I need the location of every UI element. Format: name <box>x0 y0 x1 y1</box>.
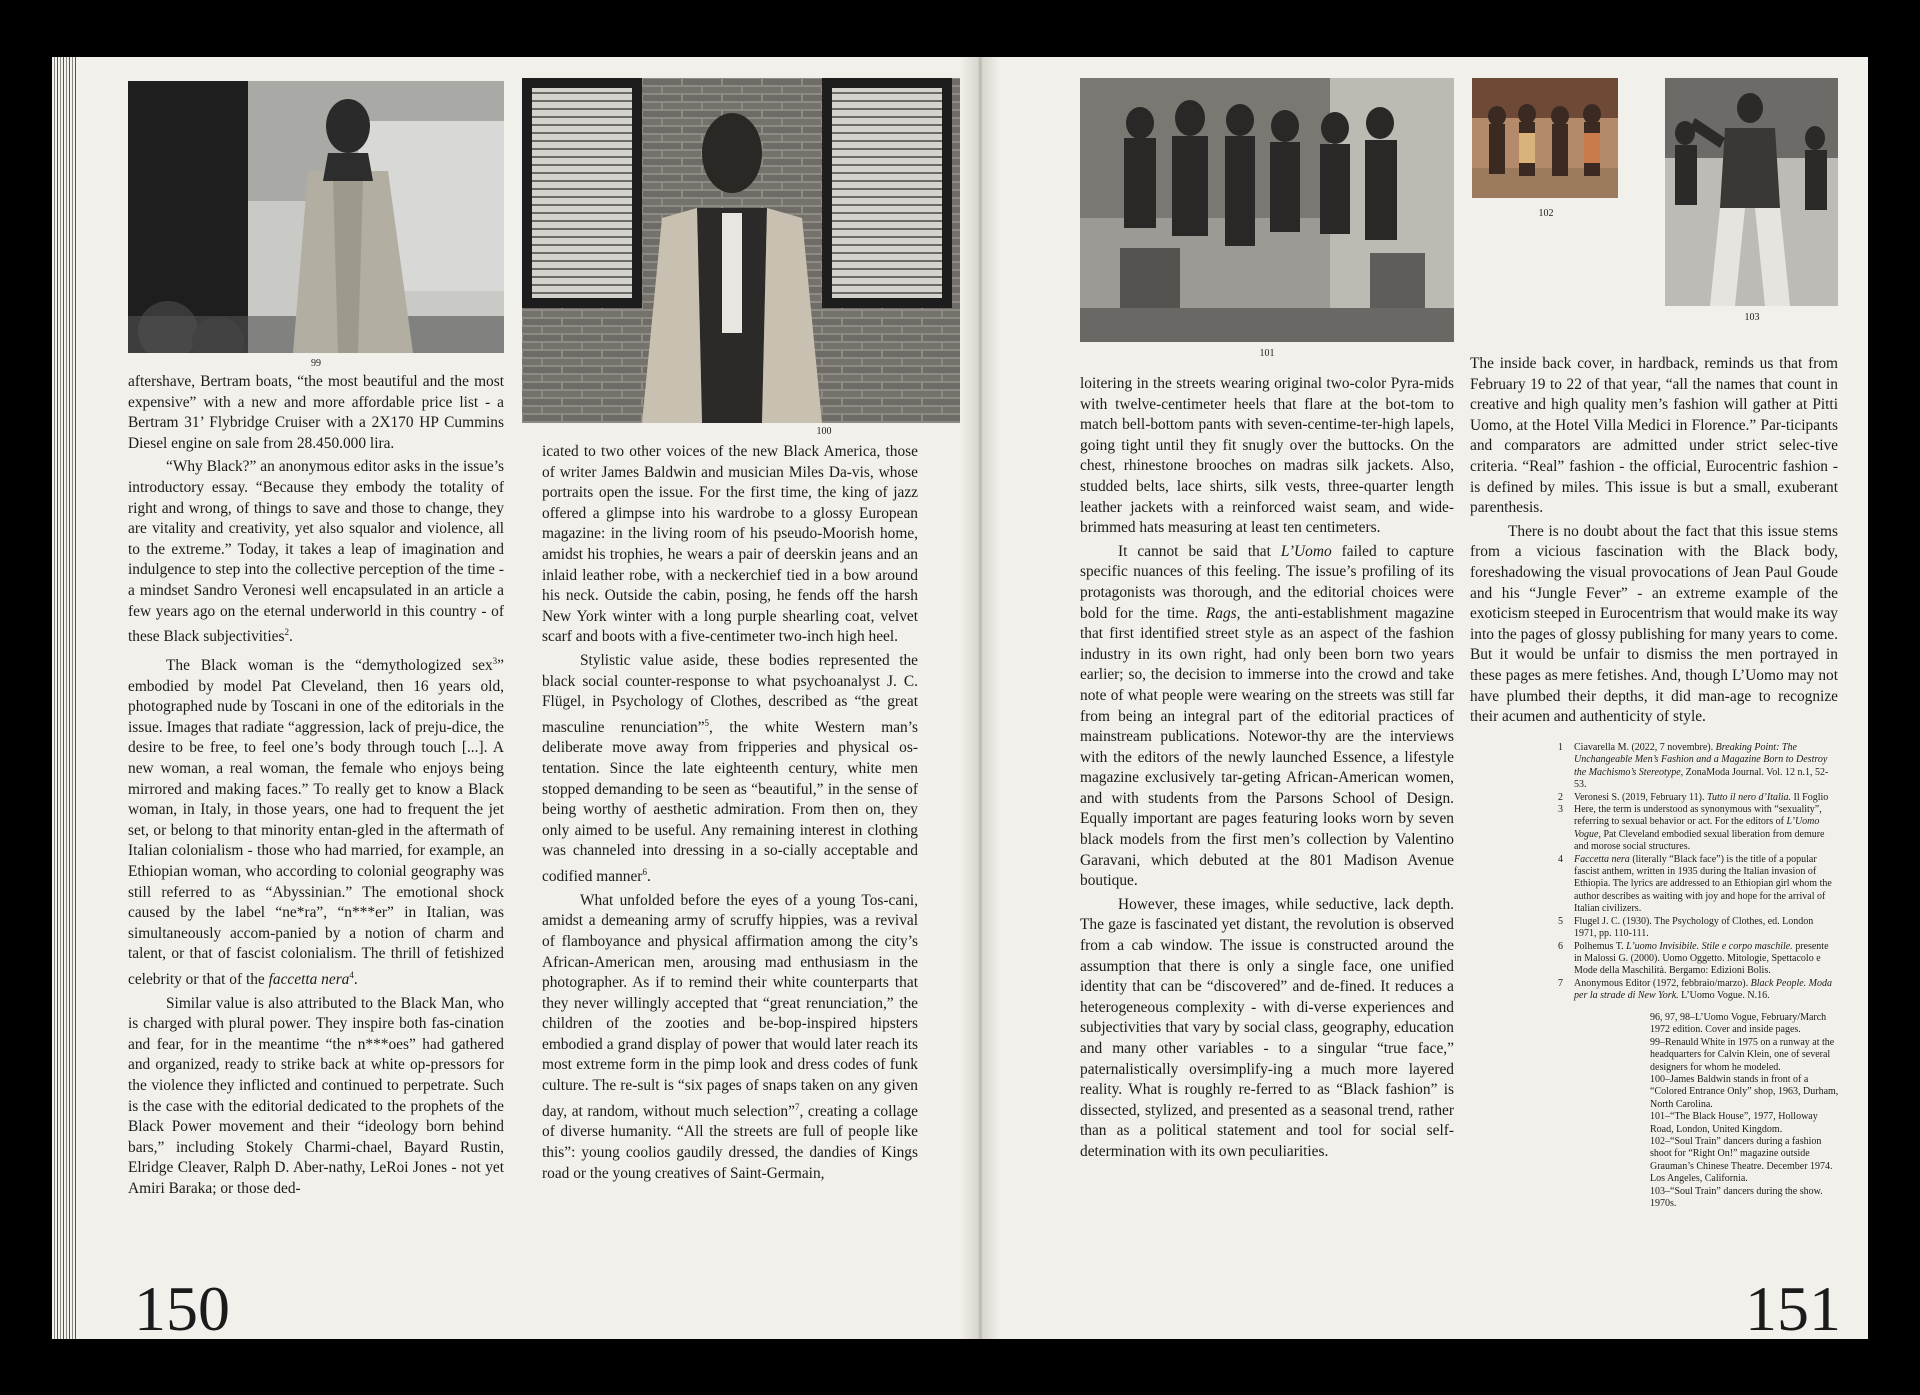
figure-number-100: 100 <box>816 426 832 437</box>
photo-103 <box>1665 78 1838 306</box>
credit-line: 102–“Soul Train” dancers during a fashion shoot for “Right On!” magazine outside Grauman’s Chinese Theatre. December 1974. Los Angeles, California. <box>1650 1136 1833 1185</box>
footnote: 6 Polhemus T. L’uomo Invisibile. Stile e corpo maschile. presente in Malossi G. (2000). Uomo Oggetto. Mitologie, Spettacolo e Mode della Maschilità. Bergamo: Edizioni Bolis. <box>1558 940 1829 977</box>
paragraph: Stylistic value aside, these bodies represented the black social counter-response to what psychoanalyst J. C. Flügel, in Psychology of Clothes, described as “the great masculine renunciation”$^5$, the white Western man’s deliberate move away from fripperies and physical os-tentation. Since the late eighteenth century, white men stopped demanding to be seen as “beautiful,” in the sense of being worthy of aesthetic admiration. From then on, they only aimed to be useful. Any remaining interest in clothing was channeled into dressing in a so-cially acceptable and codified manner$^6$. <box>542 651 918 886</box>
footnote: 1 Ciavarella M. (2022, 7 novembre). Breaking Point: The Unchangeable Men’s Fashion and a Magazine Born to Destroy the Machismo’s Stereotype, ZonaModa Journal. Vol. 12 n.1, 52-53. <box>1558 742 1829 791</box>
footnote: 4 Faccetta nera (literally “Black face”) is the title of a popular fascist anthem, written in 1935 during the Italian invasion of Ethiopia. The lyrics are addressed to an Ethiopian girl whom the author describes as waiting with joy and hope for the arrival of Italian civilizers. <box>1558 853 1832 915</box>
picture-credits <box>1650 1012 1840 1211</box>
figure-number-103: 103 <box>1744 312 1760 323</box>
paragraph: aftershave, Bertram boats, “the most beautiful and the most expensive” with a new and more affordable price list - a Bertram 31’ Flybridge Cruiser with a 2X170 HP Cummins Diesel engine on sale from 28.450.000 lira. <box>128 373 504 452</box>
paragraph: What unfolded before the eyes of a young Tos-cani, amidst a demeaning army of scruffy hippies, was a revival of flamboyance and physical affirmation among the city’s African-American men, arousing mad enthusiasm in the photographer. As if to remind their white counterparts that they never willingly accepted that “great renunciation,” the children of the zooties and be-bop-inspired hipsters embodied a grand display of power that would later reach its most extreme form in the pimp look and dress codes of funk culture. The re-sult is “six pages of snaps taken on any given day, at random, without much selection”$^7$, creating a collage of diverse humanity. “All the streets are full of people like this”: young coolios gaudily dressed, the dandies of Kings road or the young creatives of Saint-Germain, <box>542 891 918 1182</box>
footnote: 3 Here, the term is understood as synonymous with “sexuality”, referring to sexual behavior or act. For the editors of L’Uomo Vogue, Pat Cleveland embodied sexual liberation from demure and morose social structures. <box>1558 804 1825 853</box>
footnote: 7 Anonymous Editor (1972, febbraio/marzo). Black People. Moda per la strade di New York. L’Uomo Vogue. N.16. <box>1558 977 1832 1002</box>
photo-102 <box>1472 78 1618 198</box>
left-column-2 <box>542 442 918 1184</box>
paragraph: It cannot be said that L’Uomo failed to capture specific nuances of this feeling. The issue’s profiling of its protagonists was thorough, and the editorial choices were bold for the time. Rags, the anti-establishment magazine that first identified street style as an aspect of the fashion industry in its own right, had only been born two years earlier; so, the decision to immerse into the crowd and take note of what people were wearing on the streets was still far from being an integral part of the editorial practices of mainstream publications. Notewor-thy are the interviews with the editors of the newly launched Essence, a lifestyle magazine exclusively tar-geting African-American women, and with students from the Parsons School of Design. Equally important are pages featuring looks worn by seven black models from the first men’s collection by Valentino Garavani, which debuted at the 801 Madison Avenue boutique. <box>1080 542 1455 890</box>
credit-line: 101–“The Black House”, 1977, Holloway Road, London, United Kingdom. <box>1650 1111 1818 1135</box>
credit-line: 96, 97, 98–L’Uomo Vogue, February/March 1972 edition. Cover and inside pages. <box>1650 1012 1827 1036</box>
paragraph: There is no doubt about the fact that this issue stems from a vicious fascination with the Black body, foreshadowing the visual provocations of Jean Paul Goude and his “Jungle Fever” - an extreme example of the exoticism steeped in Eurocentrism that would make its way into the pages of glossy publishing for many years to come. But it would be unfair to dismiss the men portrayed in these pages as mere fetishes. And, though L’Uomo may not have plumbed their depths, it did man-age to recognize their acumen and authenticity of style. <box>1470 522 1838 726</box>
footnote: 2 Veronesi S. (2019, February 11). Tutto il nero d’Italia. Il Foglio <box>1558 791 1829 803</box>
right-column-2 <box>1470 354 1838 728</box>
footnote: 5 Flugel J. C. (1930). The Psychology of Clothes, ed. London 1971, pp. 110-111. <box>1558 915 1814 940</box>
photo-101 <box>1080 78 1454 342</box>
figure-number-99: 99 <box>311 358 321 369</box>
paragraph: However, these images, while seductive, lack depth. The gaze is fascinated yet distant, the revolution is observed from a cab window. The issue is constructed around the assumption that there is only a single face, one unified identity that can be “discovered” and de-fined. It reduces a heterogeneous complexity - with di-verse experiences and subjectivities that vary by social class, geography, education and many other variables - to a singular “true face,” paternalistically oversimplify-ing a much more layered reality. What is roughly re-ferred to as “Black fashion” is dissected, stylized, and presented as a seasonal trend, rather than as a political statement and tool for social self-determination with its own peculiarities. <box>1080 895 1454 1160</box>
paragraph: The Black woman is the “demythologized sex$^3$” embodied by model Pat Cleveland, then 16 years old, photographed nude by Toscani in one of the editorials in the issue. Images that radiate “aggression, lack of preju-dice, the desire to be free, to feel one’s body through touch [...]. A new woman, a real woman, the female who enjoys being mirrored and making faces.” To really get to know a Black woman, in Italy, in those years, one had to frequent the jet set, or belong to that minority entan-gled in the aftermath of Italian colonialism - those who had married, for example, an Ethiopian woman, who according to colonial geography was still referred to as “Abyssinian.” The emotional shock caused by the label “ne*ra”, “n***er” in Italian, was simultaneously accom-panied by a notion of charm and talent, or that of fascist colonialism. The thrill of fetishized celebrity or that of the faccetta nera$^4$. <box>128 655 504 988</box>
photo-99 <box>128 81 504 353</box>
spine-gutter <box>960 57 1000 1339</box>
credit-line: 100–James Baldwin stands in front of a “Colored Entrance Only” shop, 1963, Durham, North Carolina. <box>1650 1074 1839 1110</box>
figure-number-101: 101 <box>1259 348 1275 359</box>
credit-line: 103–“Soul Train” dancers during the show. 1970s. <box>1650 1185 1823 1210</box>
paragraph: “Why Black?” an anonymous editor asks in the issue’s introductory essay. “Because they embody the totality of right and wrong, of things to save and those to change, they are vitality and creativity, yet also squalor and violence, all to the extreme.” Today, it takes a leap of imagination and indulgence to step into the collective perception of the time - a mindset Sandro Veronesi well encapsulated in an article a few years ago on the eternal underworld in this country - of these Black subjectivities$^2$. <box>128 458 504 646</box>
page-number-left: 150 <box>134 1273 230 1344</box>
page-number-right: 151 <box>1745 1273 1841 1344</box>
paragraph: Similar value is also attributed to the Black Man, who is charged with plural power. They inspire both fas-cination and fear, for in the meantime “the n***oes” had gathered and organized, ready to strike back at white op-pressors for the violence they inflicted and continued to perpetrate. Such is the case with the editorial dedicated to the prophets of the Black Power movement and their “ideology born behind bars,” including Stokely Charmi-chael, Bayard Rustin, Elridge Cleaver, Ralph D. Aber-nathy, LeRoi Jones - not yet Amiri Baraka; or those ded- <box>128 994 504 1197</box>
right-column-1 <box>1080 374 1454 1163</box>
credit-line: 99–Renauld White in 1975 on a runway at the headquarters for Calvin Klein, one of several designers for whom he modeled. <box>1650 1036 1835 1073</box>
footnotes <box>1534 742 1834 1003</box>
left-column-1 <box>128 372 504 1200</box>
photo-100 <box>522 78 962 423</box>
paragraph: icated to two other voices of the new Black America, those of writer James Baldwin and musician Miles Da-vis, whose portraits open the issue. For the first time, the king of jazz offered a glimpse into his wardrobe to a glossy European magazine: in the living room of his pseudo-Moorish home, amidst his trophies, he wears a pair of deerskin jeans and an inlaid leather robe, with a neckerchief tied in a bow around his neck. Outside the cabin, posing, he fends off the harsh New York winter with a long purple shearling coat, velvet scarf and boots with a five-centimeter two-inch high heel. <box>542 443 918 646</box>
paragraph: loitering in the streets wearing original two-color Pyra-mids with twelve-centimeter heels that flare at the bot-tom to match bell-bottom pants with seven-centime-ter-high lapels, going tight until they fit snugly over the buttocks. On the chest, rhinestone brooches on madras silk jackets. Also, studded belts, lace shirts, silk vests, three-quarter length leather jackets with a reinforced waist seam, and wide-brimmed hats measuring at least ten centimeters. <box>1080 375 1454 537</box>
page-edge-stripes <box>52 57 78 1339</box>
paragraph: The inside back cover, in hardback, reminds us that from February 19 to 22 of that year, “all the names that count in creative and high quality men’s fashion will gather at Pitti Uomo, at the Hotel Villa Medici in Florence.” Par-ticipants and comparators are admitted under strict selec-tive criteria. “Real” fashion - the official, Eurocentric fashion - is defined by miles. This issue is but a small, exuberant parenthesis. <box>1470 355 1838 517</box>
figure-number-102: 102 <box>1538 208 1554 219</box>
